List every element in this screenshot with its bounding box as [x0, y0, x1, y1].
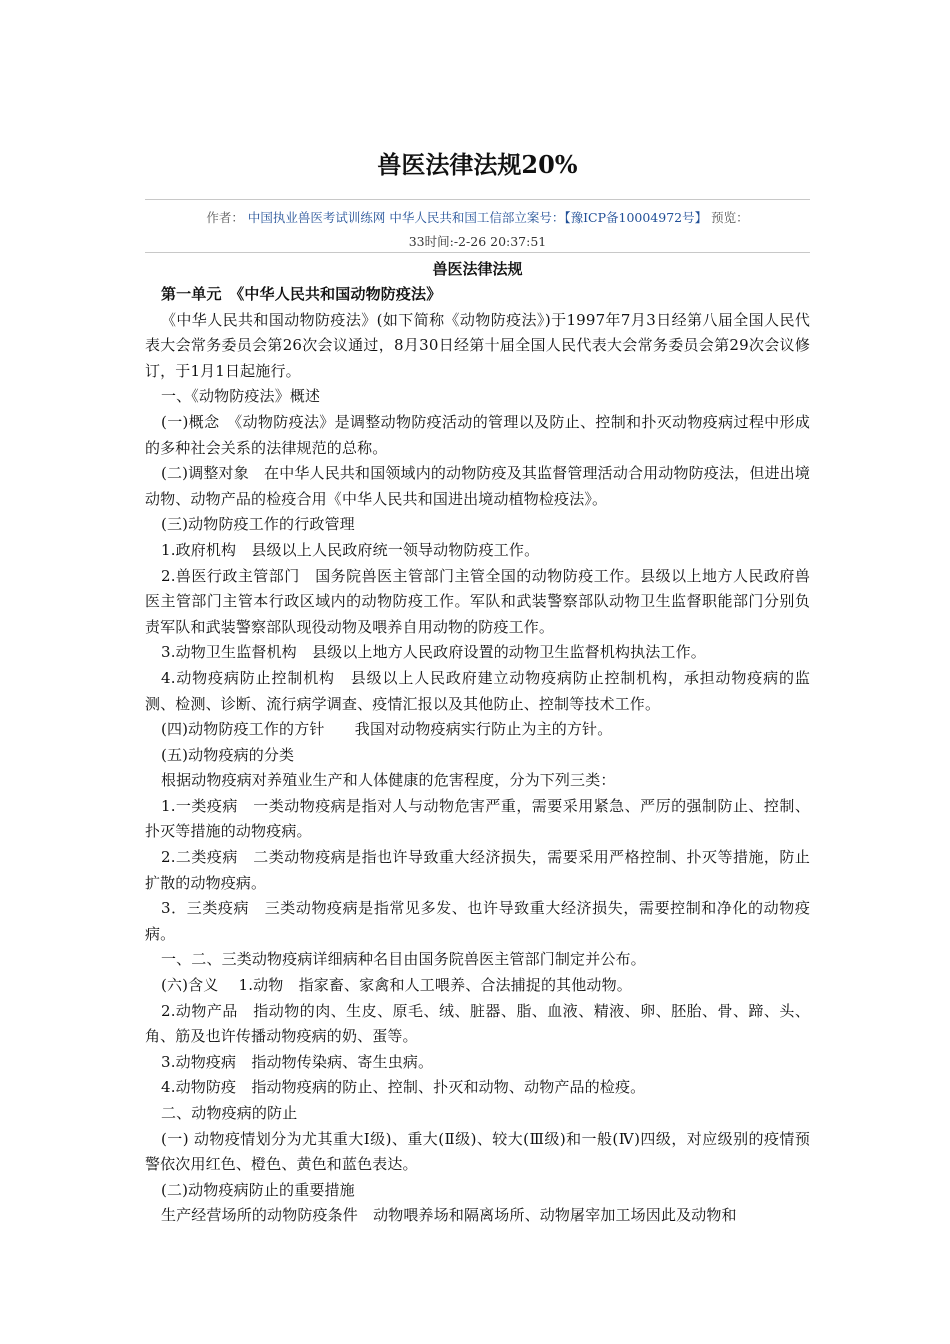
author-link[interactable]: 中国执业兽医考试训练网 中华人民共和国工信部立案号：【豫ICP备10004972号】 [247, 210, 708, 225]
subsection-heading: (五)动物疫病的分类 [161, 745, 295, 764]
paragraph: (二)调整对象 在中华人民共和国领域内的动物防疫及其监督管理活动合用动物防疫法，但进出境动物、动物产品的检疫合用《中华人民共和国进出境动植物检疫法》。 [145, 464, 810, 508]
meta-bottom-divider [145, 252, 810, 253]
paragraph: (六)含义 1.动物 指家畜、家禽和人工喂养、合法捕捉的其他动物。 [161, 976, 632, 995]
paragraph: 4.动物疫病防止控制机构 县级以上人民政府建立动物疫病防止控制机构，承担动物疫病的监测、检测、诊断、流行病学调查、疫情汇报以及其他防止、控制等技术工作。 [145, 668, 810, 713]
document-title: 兽医法律法规20% [377, 150, 578, 179]
paragraph: 3.动物疫病 指动物传染病、寄生虫病。 [161, 1052, 434, 1071]
paragraph: 1.一类疫病 一类动物疫病是指对人与动物危害严重，需要采用紧急、严厉的强制防止、控制、扑灭等措施的动物疫病。 [145, 796, 810, 841]
paragraph: 根据动物疫病对养殖业生产和人体健康的危害程度，分为下列三类： [161, 771, 616, 790]
unit-heading: 第一单元 《中华人民共和国动物防疫法》 [161, 285, 442, 303]
paragraph: 3．三类疫病 三类动物疫病是指常见多发、也许导致重大经济损失，需要控制和净化的动物疫病。 [145, 899, 810, 943]
document-meta [145, 206, 810, 254]
paragraph: 1.政府机构 县级以上人民政府统一领导动物防疫工作。 [161, 540, 540, 559]
views-and-time: 33时间:-2-26 20:37:51 [408, 234, 547, 249]
author-label: 作者： [206, 210, 244, 225]
paragraph: (四)动物防疫工作的方针 我国对动物疫病实行防止为主的方针。 [161, 720, 613, 739]
paragraph: 2.动物产品 指动物的肉、生皮、原毛、绒、脏器、脂、血液、精液、卵、胚胎、骨、蹄、头、角、筋及也许传播动物疫病的奶、蛋等。 [145, 1001, 810, 1046]
views-label: 预览： [711, 210, 749, 225]
paragraph: (一)概念 《动物防疫法》是调整动物防疫活动的管理以及防止、控制和扑灭动物疫病过程中形成的多种社会关系的法律规范的总称。 [145, 412, 810, 457]
subsection-heading: (三)动物防疫工作的行政管理 [161, 515, 355, 534]
paragraph: 生产经营场所的动物防疫条件 动物喂养场和隔离场所、动物屠宰加工场因此及动物和 [161, 1206, 737, 1225]
document-subtitle: 兽医法律法规 [432, 260, 523, 278]
paragraph: 3.动物卫生监督机构 县级以上地方人民政府设置的动物卫生监督机构执法工作。 [161, 643, 706, 662]
meta-top-divider [145, 199, 810, 200]
subsection-heading: (二)动物疫病防止的重要措施 [161, 1180, 355, 1199]
section-heading: 一、《动物防疫法》概述 [161, 387, 321, 406]
paragraph: 2.兽医行政主管部门 国务院兽医主管部门主管全国的动物防疫工作。县级以上地方人民政府兽医主管部门主管本行政区域内的动物防疫工作。军队和武装警察部队动物卫生监督职能部门分别负责军队和武装警察部队现役动物及喂养自用动物的防疫工作。 [145, 566, 810, 636]
paragraph: 4.动物防疫 指动物疫病的防止、控制、扑灭和动物、动物产品的检疫。 [161, 1078, 646, 1097]
section-heading: 二、动物疫病的防止 [161, 1104, 298, 1122]
document-body [145, 256, 810, 1229]
paragraph: 《中华人民共和国动物防疫法》(如下简称《动物防疫法》)于1997年7月3日经第八届全国人民代表大会常务委员会第26次会议通过，8月30日经第十届全国人民代表大会常务委员会第29次会议修订，于1月1日起施行。 [145, 310, 810, 380]
paragraph: 一、二、三类动物疫病详细病种名目由国务院兽医主管部门制定并公布。 [161, 950, 646, 969]
paragraph: 2.二类疫病 二类动物疫病是指也许导致重大经济损失，需要采用严格控制、扑灭等措施，防止扩散的动物疫病。 [145, 848, 810, 892]
paragraph: (一) 动物疫情划分为尤其重大Ⅰ级)、重大(Ⅱ级)、较大(Ⅲ级)和一般(Ⅳ)四级，对应级别的疫情预警依次用红色、橙色、黄色和蓝色表达。 [145, 1129, 810, 1174]
